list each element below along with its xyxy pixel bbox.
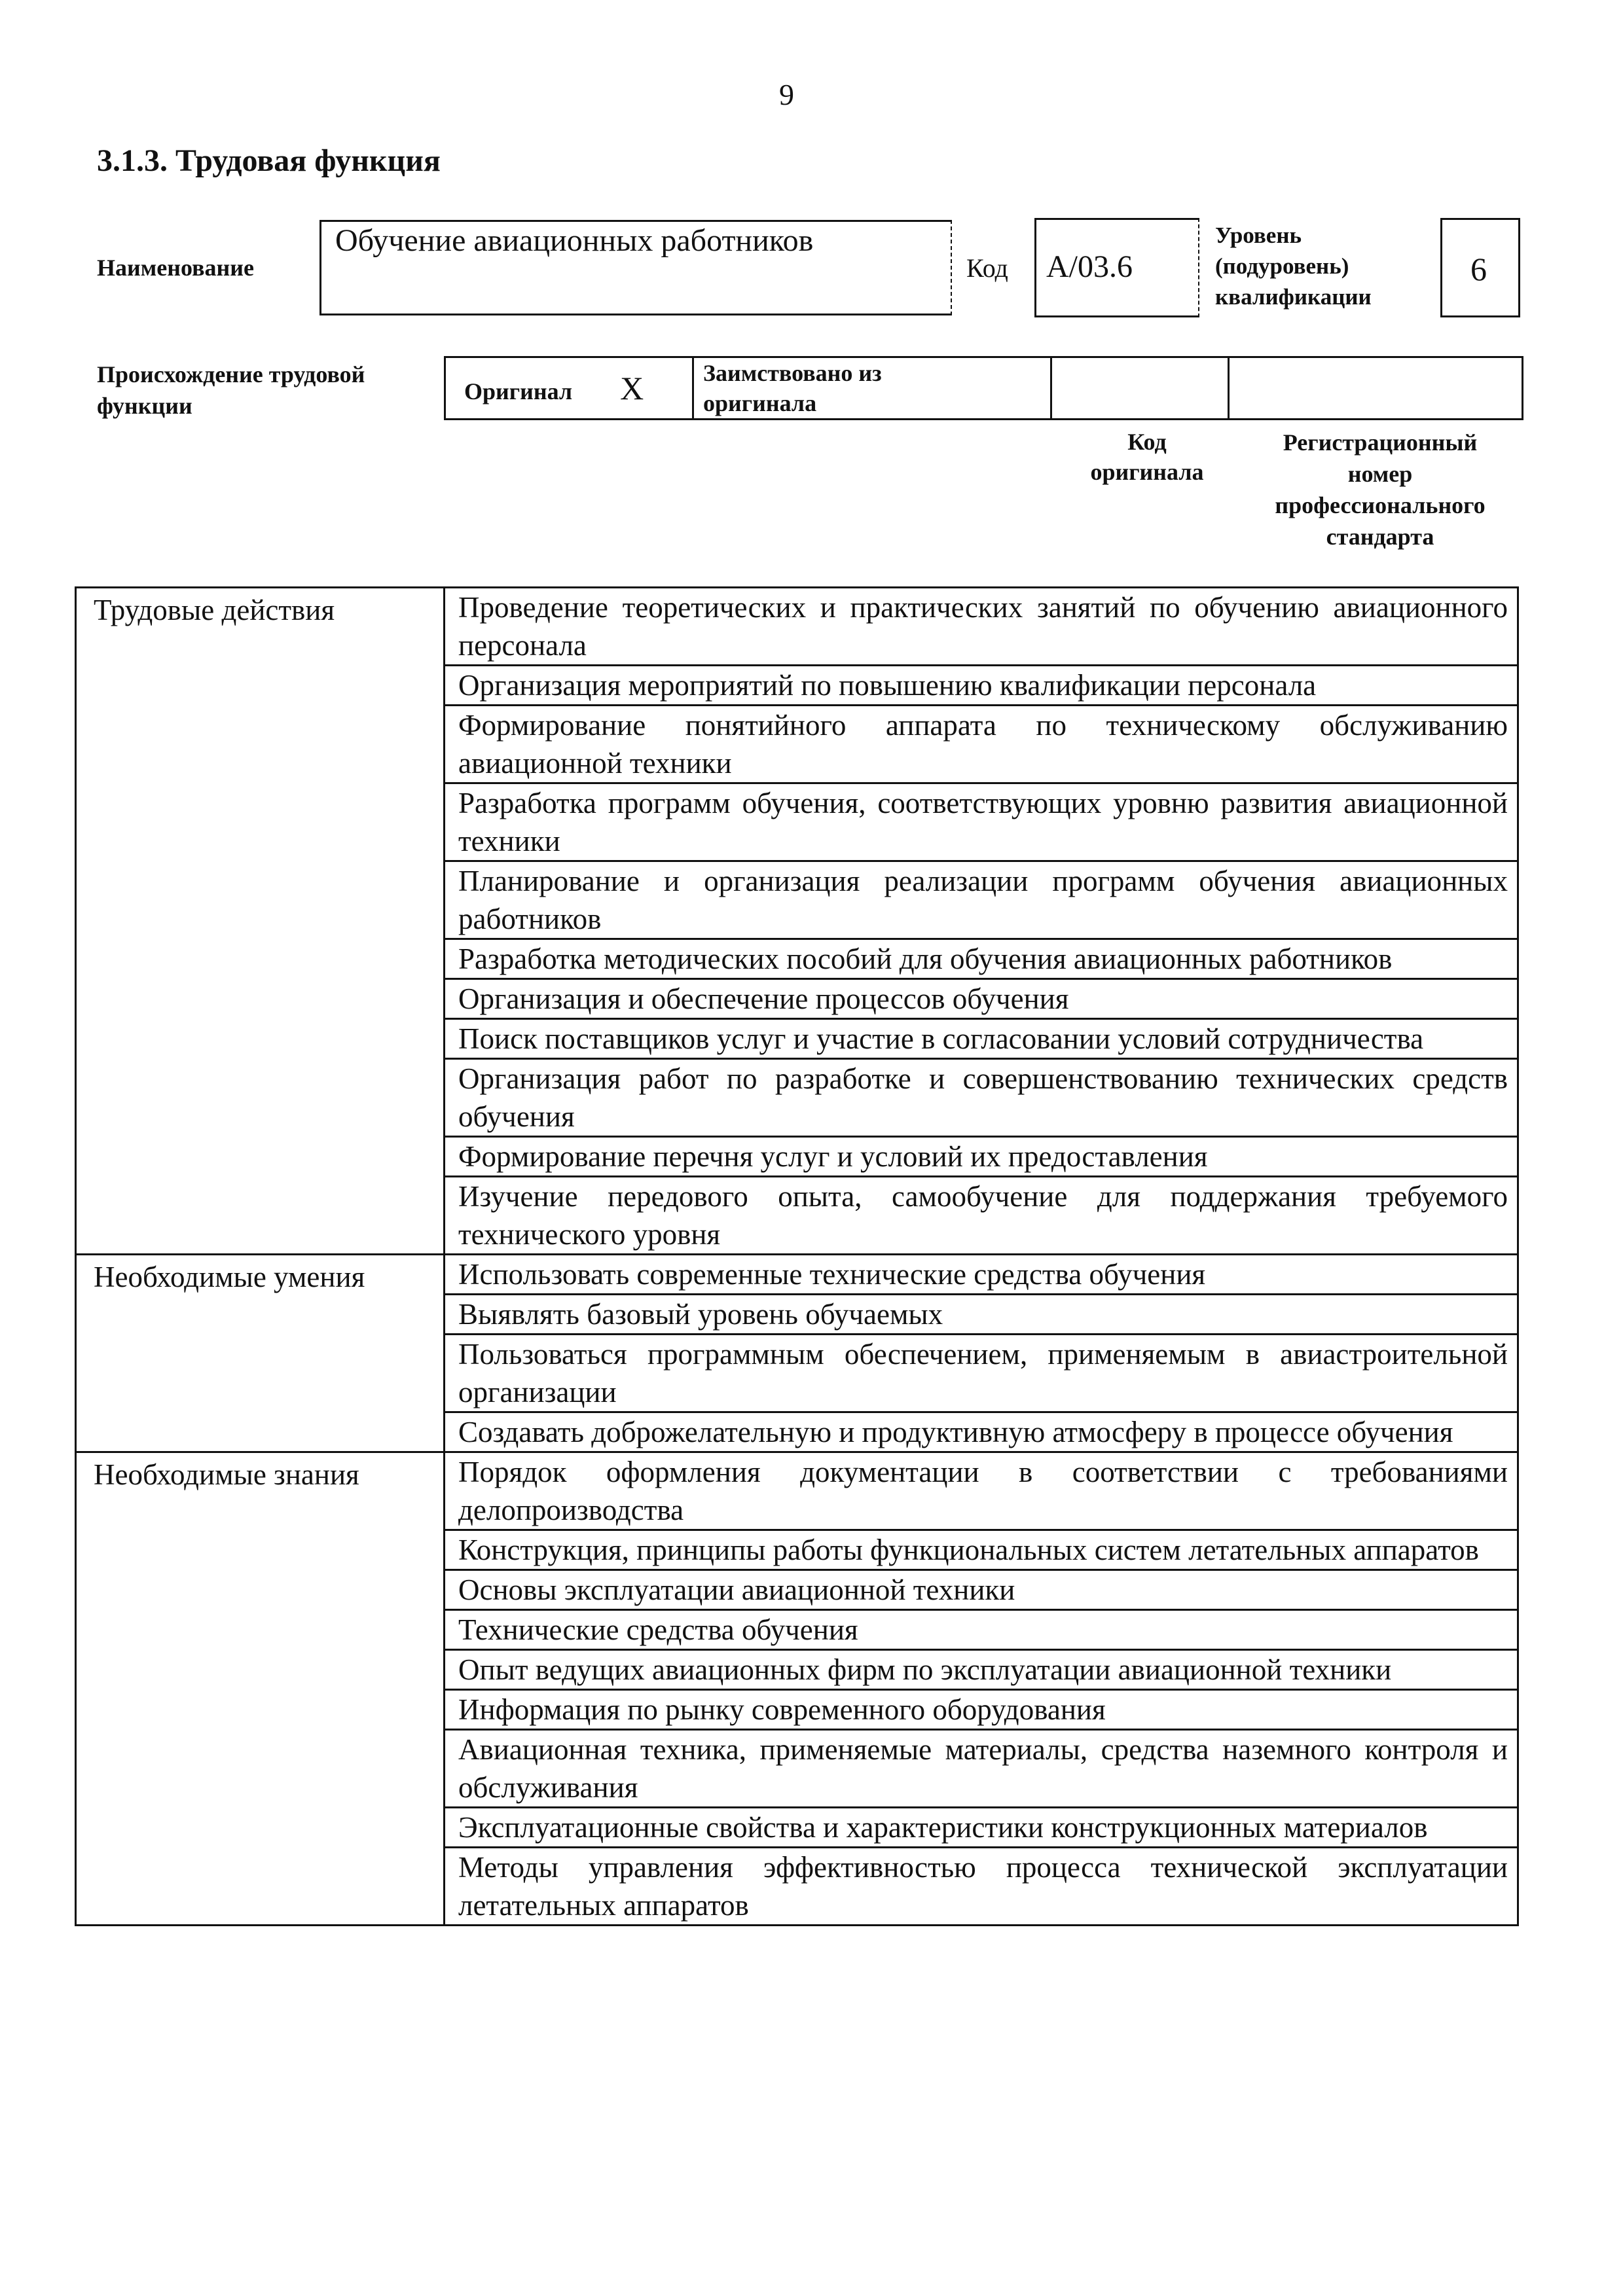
table-cell: Организация работ по разработке и совершенствованию технических средств обучения xyxy=(445,1059,1518,1137)
borrowed-label-line: Заимствовано из xyxy=(703,360,882,386)
table-cell: Порядок оформления документации в соответствии с требованиями делопроизводства xyxy=(445,1452,1518,1530)
name-label: Наименование xyxy=(97,255,254,281)
borrowed-cell xyxy=(693,357,1051,420)
page-number: 9 xyxy=(779,78,794,111)
table-cell: Информация по рынку современного оборудования xyxy=(445,1690,1518,1730)
section-title-required-knowledge: Необходимые знания xyxy=(76,1452,445,1926)
name-value: Обучение авиационных работников xyxy=(335,223,814,258)
table-cell: Поиск поставщиков услуг и участие в согласовании условий сотрудничества xyxy=(445,1019,1518,1059)
level-label-line: Уровень xyxy=(1215,223,1302,248)
caption-line: номер xyxy=(1347,461,1413,487)
table-row xyxy=(76,588,1518,666)
origin-label xyxy=(97,359,365,422)
section-title-required-skills: Необходимые умения xyxy=(76,1255,445,1452)
table-cell: Формирование понятийного аппарата по техническому обслуживанию авиационной техники xyxy=(445,706,1518,783)
original-mark: X xyxy=(620,370,644,406)
table-cell: Использовать современные технические средства обучения xyxy=(445,1255,1518,1295)
caption-line: оригинала xyxy=(1090,459,1204,485)
table-cell: Организация мероприятий по повышению квалификации персонала xyxy=(445,666,1518,706)
table-cell: Изучение передового опыта, самообучение для поддержания требуемого технического уровня xyxy=(445,1177,1518,1255)
level-value: 6 xyxy=(1470,251,1487,287)
table-cell: Создавать доброжелательную и продуктивную атмосферу в процессе обучения xyxy=(445,1412,1518,1452)
table-cell: Авиационная техника, применяемые материалы, средства наземного контроля и обслуживания xyxy=(445,1730,1518,1808)
original-cell xyxy=(445,357,693,420)
original-code-caption xyxy=(1068,427,1226,487)
origin-label-line: функции xyxy=(97,393,192,419)
level-label-line: (подуровень) xyxy=(1215,253,1349,279)
caption-line: Регистрационный xyxy=(1283,429,1478,456)
caption-line: Код xyxy=(1127,429,1167,455)
table-row xyxy=(76,1255,1518,1295)
section-title: 3.1.3. Трудовая функция xyxy=(97,143,441,178)
level-label-line: квалификации xyxy=(1215,284,1372,310)
table-cell: Пользоваться программным обеспечением, применяемым в авиастроительной организации xyxy=(445,1335,1518,1412)
table-cell: Конструкция, принципы работы функциональных систем летательных аппаратов xyxy=(445,1530,1518,1570)
labor-function-table xyxy=(75,586,1519,1926)
table-cell: Технические средства обучения xyxy=(445,1610,1518,1650)
table-cell: Разработка методических пособий для обучения авиационных работников xyxy=(445,939,1518,979)
code-label: Код xyxy=(966,253,1008,283)
table-cell: Планирование и организация реализации программ обучения авиационных работников xyxy=(445,861,1518,939)
registration-number-cell xyxy=(1229,357,1523,420)
table-cell: Эксплуатационные свойства и характеристики конструкционных материалов xyxy=(445,1808,1518,1848)
table-cell: Формирование перечня услуг и условий их предоставления xyxy=(445,1137,1518,1177)
code-value: А/03.6 xyxy=(1046,249,1133,284)
table-cell: Выявлять базовый уровень обучаемых xyxy=(445,1295,1518,1335)
level-label xyxy=(1215,220,1372,312)
original-code-cell xyxy=(1051,357,1229,420)
origin-label-line: Происхождение трудовой xyxy=(97,361,365,387)
original-label: Оригинал xyxy=(464,378,573,404)
section-title-labor-actions: Трудовые действия xyxy=(76,588,445,1255)
borrowed-label-line: оригинала xyxy=(703,390,817,416)
table-cell: Опыт ведущих авиационных фирм по эксплуатации авиационной техники xyxy=(445,1650,1518,1690)
table-cell: Проведение теоретических и практических занятий по обучению авиационного персонала xyxy=(445,588,1518,666)
registration-number-caption xyxy=(1236,427,1524,552)
table-cell: Основы эксплуатации авиационной техники xyxy=(445,1570,1518,1610)
caption-line: стандарта xyxy=(1326,524,1434,550)
table-cell: Разработка программ обучения, соответствующих уровню развития авиационной техники xyxy=(445,783,1518,861)
table-cell: Методы управления эффективностью процесса технической эксплуатации летательных аппаратов xyxy=(445,1848,1518,1926)
table-row xyxy=(76,1452,1518,1530)
origin-table xyxy=(444,356,1523,420)
caption-line: профессионального xyxy=(1275,492,1486,518)
table-cell: Организация и обеспечение процессов обучения xyxy=(445,979,1518,1019)
